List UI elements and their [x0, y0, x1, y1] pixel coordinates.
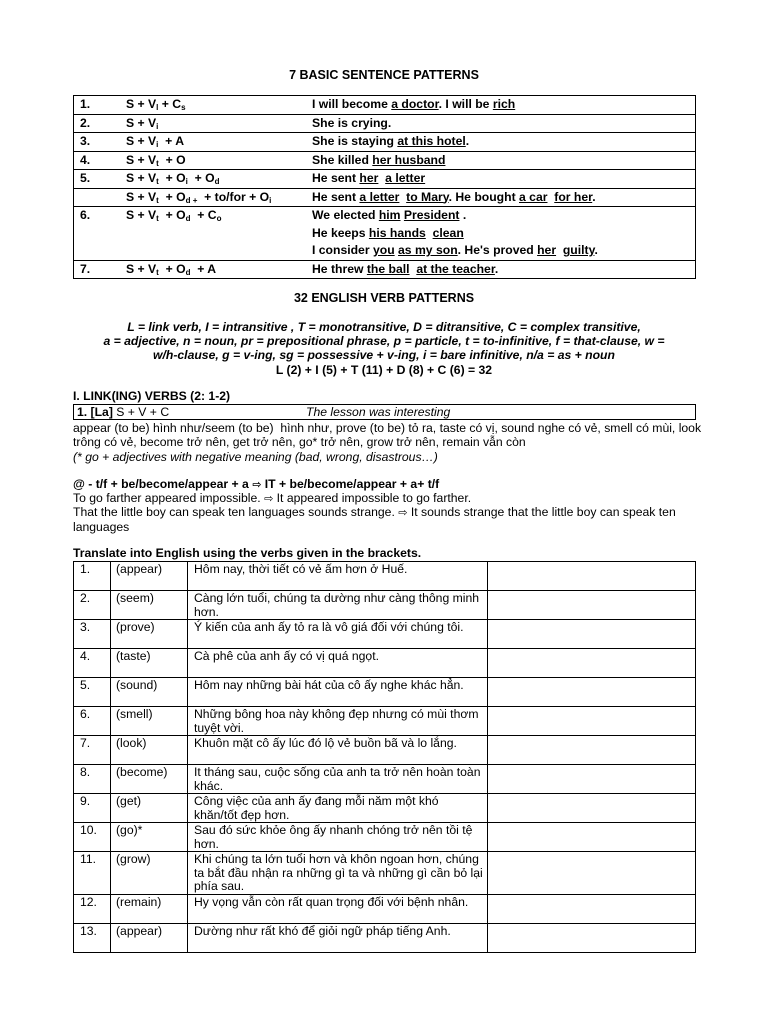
answer-cell[interactable]	[488, 678, 696, 707]
pattern-formula: $S + V_i$	[122, 114, 308, 133]
given-verb: (prove)	[111, 620, 188, 649]
answer-cell[interactable]	[488, 923, 696, 952]
answer-cell[interactable]	[488, 649, 696, 678]
row-number: 9.	[74, 794, 111, 823]
pattern-total: L (2) + I (5) + T (11) + D (8) + C (6) = 32	[275, 362, 493, 377]
translate-heading: Translate into English using the verbs given in the brackets.	[73, 546, 422, 560]
pattern-la-example: The lesson was interesting	[306, 405, 451, 419]
row-number: 13.	[74, 923, 111, 952]
pattern-la-box	[73, 404, 696, 420]
pattern-example: We elected him President . He keeps his hands clean I consider you as my son. He's proved her guilty.	[308, 207, 696, 261]
pattern-formula: $S + V_t + O$	[122, 151, 308, 170]
answer-cell[interactable]	[488, 707, 696, 736]
pattern-example: She is staying at this hotel.	[308, 133, 696, 152]
vietnamese-sentence: Khuôn mặt cô ấy lúc đó lộ vẻ buồn bã và lo lắng.	[188, 736, 488, 765]
pattern-example: He sent a letter to Mary. He bought a car for her.	[308, 188, 696, 207]
pattern-number: 1.	[74, 96, 123, 115]
given-verb: (go)*	[111, 823, 188, 852]
row-number: 1.	[74, 562, 111, 591]
vietnamese-sentence: Hôm nay, thời tiết có vẻ ấm hơn ở Huế.	[188, 562, 488, 591]
translation-row	[74, 894, 696, 923]
vietnamese-sentence: It tháng sau, cuộc sống của anh ta trở nên hoàn toàn khác.	[188, 765, 488, 794]
answer-cell[interactable]	[488, 562, 696, 591]
abbreviation-line-3: w/h-clause, g = v-ing, sg = possessive + v-ing, i = bare infinitive, n/a = as + noun	[153, 348, 615, 363]
given-verb: (seem)	[111, 591, 188, 620]
linking-verbs-list: appear (to be) hình như/seem (to be) hình như, prove (to be) tỏ ra, taste có vị, sound nghe có vẻ, smell có mùi, look trông có vẻ, become trở nên, get trở nên, go* trở nên, grow trở nên, remain vẫn còn	[73, 421, 702, 450]
row-number: 7.	[74, 736, 111, 765]
vietnamese-sentence: Khi chúng ta lớn tuổi hơn và khôn ngoan hơn, chúng ta bắt đầu nhận ra những gì ta và những gì cần bỏ lại phía sau.	[188, 852, 488, 895]
vietnamese-sentence: Ý kiến của anh ấy tỏ ra là vô giá đối với chúng tôi.	[188, 620, 488, 649]
answer-cell[interactable]	[488, 620, 696, 649]
translation-row	[74, 923, 696, 952]
pattern-example: I will become a doctor. I will be rich	[308, 96, 696, 115]
given-verb: (look)	[111, 736, 188, 765]
vietnamese-sentence: Hôm nay những bài hát của cô ấy nghe khác hẳn.	[188, 678, 488, 707]
pattern-formula: $S + V_l + C_s$	[122, 96, 308, 115]
given-verb: (appear)	[111, 562, 188, 591]
pattern-formula: $S + V_t + O_i + O_d$	[122, 170, 308, 189]
pattern-example: He sent her a letter	[308, 170, 696, 189]
vietnamese-sentence: Hy vọng vẫn còn rất quan trọng đối với bệnh nhân.	[188, 894, 488, 923]
pattern-la-formula: S + V + C	[112, 405, 170, 419]
vietnamese-sentence: Công việc của anh ấy đang mỗi năm một khó khăn/tốt đẹp hơn.	[188, 794, 488, 823]
vietnamese-sentence: Cà phê của anh ấy có vị quá ngọt.	[188, 649, 488, 678]
translation-row	[74, 765, 696, 794]
translation-row	[74, 823, 696, 852]
section-heading-linking-verbs: I. LINK(ING) VERBS (2: 1-2)	[73, 389, 231, 403]
row-number: 4.	[74, 649, 111, 678]
abbreviation-line-1: L = link verb, I = intransitive , T = monotransitive, D = ditransitive, C = complex transitive,	[127, 320, 641, 334]
pattern-example: He threw the ball at the teacher.	[308, 260, 696, 279]
translation-row	[74, 707, 696, 736]
basic-patterns-title: 7 BASIC SENTENCE PATTERNS	[289, 68, 479, 82]
vietnamese-sentence: Dường như rất khó để giỏi ngữ pháp tiếng Anh.	[188, 923, 488, 952]
pattern-number: 5.	[74, 170, 123, 189]
pattern-formula: $S + V_i + A$	[122, 133, 308, 152]
transformation-example-1: To go farther appeared impossible. ⇨ It appeared impossible to go farther.	[73, 491, 472, 505]
pattern-la-label: 1. [La]	[77, 405, 113, 419]
pattern-row	[74, 96, 696, 115]
row-number: 2.	[74, 591, 111, 620]
pattern-row	[74, 260, 696, 279]
given-verb: (grow)	[111, 852, 188, 895]
row-number: 5.	[74, 678, 111, 707]
translation-row	[74, 678, 696, 707]
answer-cell[interactable]	[488, 794, 696, 823]
answer-cell[interactable]	[488, 823, 696, 852]
transformation-rule: @ - t/f + be/become/appear + a ⇨ IT + be/become/appear + a+ t/f	[73, 477, 440, 491]
vietnamese-sentence: Những bông hoa này không đẹp nhưng có mùi thơm tuyệt vời.	[188, 707, 488, 736]
go-footnote: (* go + adjectives with negative meaning (bad, wrong, disastrous…)	[73, 450, 438, 464]
abbreviation-legend	[60, 320, 708, 377]
answer-cell[interactable]	[488, 852, 696, 895]
pattern-number: 7.	[74, 260, 123, 279]
given-verb: (get)	[111, 794, 188, 823]
pattern-row	[74, 114, 696, 133]
translation-exercise-table	[73, 561, 696, 953]
pattern-example: She killed her husband	[308, 151, 696, 170]
row-number: 3.	[74, 620, 111, 649]
pattern-row	[74, 207, 696, 261]
row-number: 12.	[74, 894, 111, 923]
given-verb: (taste)	[111, 649, 188, 678]
pattern-formula: $S + V_t + O_d + C_o$	[122, 207, 308, 261]
translation-row	[74, 562, 696, 591]
basic-patterns-table	[73, 95, 696, 279]
given-verb: (become)	[111, 765, 188, 794]
pattern-number: 4.	[74, 151, 123, 170]
pattern-row	[74, 188, 696, 207]
translation-row	[74, 794, 696, 823]
pattern-formula: $S + V_t + O_{d +} + to/for + O_i$	[122, 188, 308, 207]
answer-cell[interactable]	[488, 894, 696, 923]
given-verb: (sound)	[111, 678, 188, 707]
row-number: 10.	[74, 823, 111, 852]
given-verb: (smell)	[111, 707, 188, 736]
pattern-example: She is crying.	[308, 114, 696, 133]
row-number: 8.	[74, 765, 111, 794]
verb-patterns-title: 32 ENGLISH VERB PATTERNS	[293, 291, 475, 305]
pattern-number: 6.	[74, 207, 123, 261]
pattern-number	[74, 188, 123, 207]
row-number: 6.	[74, 707, 111, 736]
pattern-number: 3.	[74, 133, 123, 152]
pattern-row	[74, 170, 696, 189]
translation-row	[74, 649, 696, 678]
vietnamese-sentence: Sau đó sức khỏe ông ấy nhanh chóng trở nên tồi tệ hơn.	[188, 823, 488, 852]
answer-cell[interactable]	[488, 765, 696, 794]
pattern-row	[74, 133, 696, 152]
translation-row	[74, 736, 696, 765]
pattern-formula: $S + V_t + O_d + A$	[122, 260, 308, 279]
transformation-example-2: That the little boy can speak ten languages sounds strange. ⇨ It sounds strange that the little boy can speak ten languages	[73, 505, 676, 535]
given-verb: (appear)	[111, 923, 188, 952]
vietnamese-sentence: Càng lớn tuổi, chúng ta dường như càng thông minh hơn.	[188, 591, 488, 620]
translation-row	[74, 852, 696, 895]
pattern-row	[74, 151, 696, 170]
translation-row	[74, 591, 696, 620]
row-number: 11.	[74, 852, 111, 895]
answer-cell[interactable]	[488, 736, 696, 765]
given-verb: (remain)	[111, 894, 188, 923]
translation-row	[74, 620, 696, 649]
pattern-number: 2.	[74, 114, 123, 133]
abbreviation-line-2: a = adjective, n = noun, pr = prepositional phrase, p = particle, t = to-infinitive, f = that-clause, w =	[103, 334, 665, 349]
answer-cell[interactable]	[488, 591, 696, 620]
